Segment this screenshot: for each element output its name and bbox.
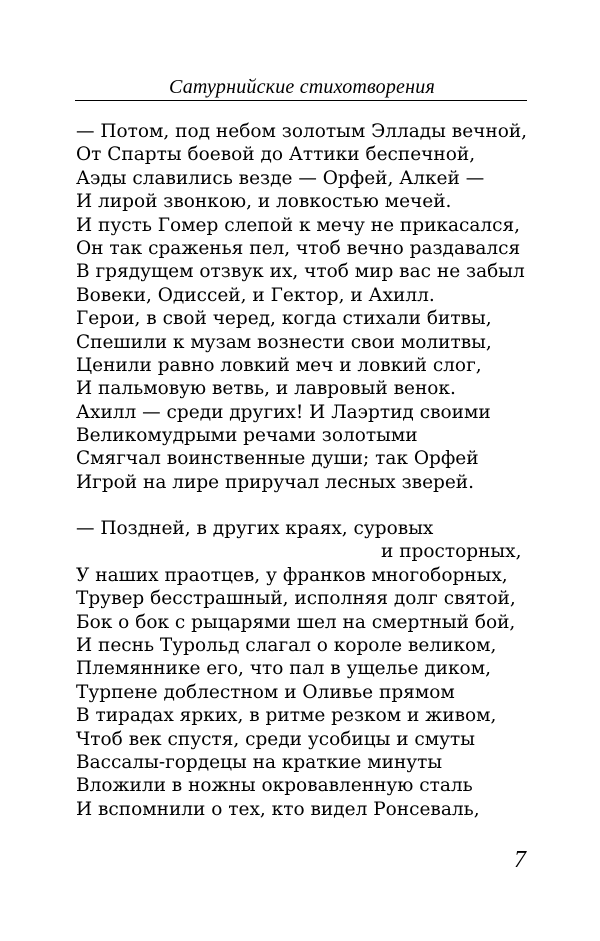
verse-line: — Потом, под небом золотым Эллады вечной, bbox=[76, 121, 528, 142]
verse-line: И пальмовую ветвь, и лавровый венок. bbox=[76, 378, 456, 400]
verse-line: — Поздней, в других краях, суровых bbox=[76, 518, 434, 539]
verse-line: В грядущем отзвук их, чтоб мир вас не забыл bbox=[76, 261, 525, 283]
running-head: Сатурнийские стихотворения bbox=[169, 76, 435, 98]
verse-line: Вложили в ножны окровавленную сталь bbox=[76, 775, 473, 797]
verse-line: Аэды славились везде — Орфей, Алкей — bbox=[76, 167, 485, 189]
verse-line: И пусть Гомер слепой к мечу не прикасался, bbox=[76, 214, 521, 236]
verse-line: Он так сраженья пел, чтоб вечно раздавался bbox=[76, 237, 521, 259]
verse-line: Трувер бесстрашный, исполняя долг святой, bbox=[76, 588, 516, 610]
verse-line: И песнь Турольд слагал о короле великом, bbox=[76, 634, 497, 656]
verse-line: Герои, в свой черед, когда стихали битвы, bbox=[76, 308, 492, 330]
verse-line-turnover: и просторных, bbox=[381, 541, 522, 563]
verse-line: Ценили равно ловкий меч и ловкий слог, bbox=[76, 354, 482, 376]
verse-line: У наших праотцев, у франков многоборных, bbox=[76, 564, 508, 586]
verse-line: Вассалы-гордецы на краткие минуты bbox=[76, 751, 443, 773]
verse-line: И вспомнили о тех, кто видел Ронсеваль, bbox=[76, 798, 480, 820]
verse-line: Чтоб век спустя, среди усобицы и смуты bbox=[76, 728, 476, 750]
verse-line: Игрой на лире приручал лесных зверей. bbox=[76, 471, 475, 493]
verse-line: В тирадах ярких, в ритме резком и живом, bbox=[76, 705, 497, 727]
verse-line: Ахилл — среди других! И Лаэртид своими bbox=[76, 401, 491, 423]
verse-line: Бок о бок с рыцарями шел на смертный бой, bbox=[76, 611, 516, 633]
verse-line: И лирой звонкою, и ловкостью мечей. bbox=[76, 191, 452, 213]
stanza-2 bbox=[76, 517, 521, 821]
verse-line: Смягчал воинственные души; так Орфей bbox=[76, 448, 479, 470]
verse-line: Турпене доблестном и Оливье прямом bbox=[76, 681, 455, 703]
verse-line: Великомудрыми речами золотыми bbox=[76, 425, 418, 447]
header-rule bbox=[75, 100, 527, 101]
verse-line: Племяннике его, что пал в ущелье диком, bbox=[76, 658, 491, 680]
verse-line: Спешили к музам вознести свои молитвы, bbox=[76, 331, 492, 353]
page-number: 7 bbox=[514, 847, 526, 873]
verse-line: От Спарты боевой до Аттики беспечной, bbox=[76, 144, 476, 166]
verse-line: Вовеки, Одиссей, и Гектор, и Ахилл. bbox=[76, 284, 435, 306]
stanza-1 bbox=[76, 120, 527, 494]
